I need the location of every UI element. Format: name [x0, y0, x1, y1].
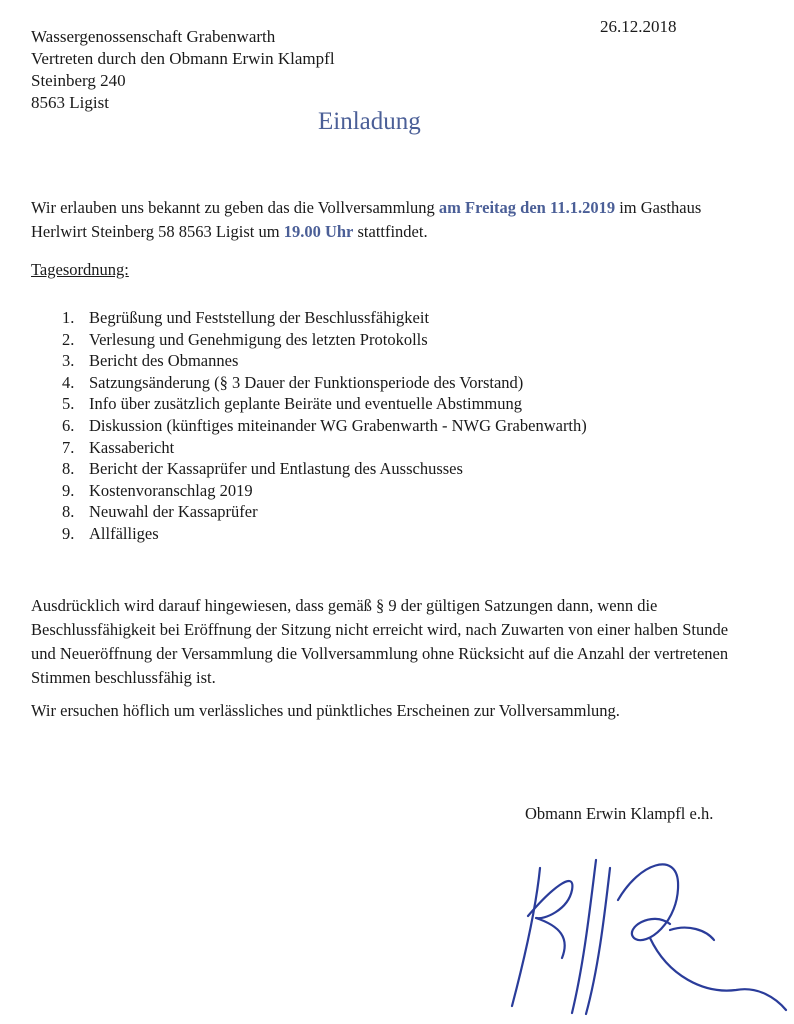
agenda-item-text: Diskussion (künftiges miteinander WG Grabenwarth - NWG Grabenwarth)	[89, 415, 587, 435]
meeting-date: am Freitag den 11.1.2019	[438, 198, 616, 217]
meeting-time: 19.00 Uhr	[283, 222, 354, 241]
agenda-item	[62, 307, 587, 329]
signature-stroke	[670, 928, 714, 940]
agenda-item-number: 9.	[62, 523, 75, 543]
agenda-item	[62, 523, 587, 545]
agenda-item-text: Begrüßung und Feststellung der Beschlussfähigkeit	[89, 308, 430, 327]
sender-city: 8563 Ligist	[31, 93, 109, 112]
intro-text-3: stattfindet.	[353, 222, 428, 241]
quorum-notice: Ausdrücklich wird darauf hingewiesen, dass gemäß § 9 der gültigen Satzungen dann, wenn die Beschlussfähigkeit bei Eröffnung der Sitzung nicht erreicht wird, nach Zuwarten von einer halben Stunde und Neueröffnung der Versammlung die Vollversammlung ohne Rücksicht auf die Anzahl der vertretenen Stimmen beschlussfähig ist.	[31, 596, 729, 687]
agenda-heading: Tagesordnung:	[31, 260, 129, 279]
agenda-item-text: Kostenvoranschlag 2019	[89, 480, 253, 500]
sender-organization: Wassergenossenschaft Grabenwarth	[31, 27, 276, 46]
agenda-item-text: Bericht der Kassaprüfer und Entlastung des Ausschusses	[89, 459, 463, 479]
agenda-item-number: 5.	[62, 394, 75, 414]
agenda-item	[62, 350, 587, 372]
intro-text-1: Wir erlauben uns bekannt zu geben das die Vollversammlung	[31, 198, 439, 217]
agenda-item-number: 4.	[62, 372, 75, 392]
agenda-item-number: 8.	[62, 502, 75, 522]
agenda-item-number: 2.	[62, 329, 75, 349]
agenda-item-number: 9.	[62, 480, 75, 500]
agenda-item	[62, 458, 587, 480]
agenda-item	[62, 329, 587, 351]
agenda-item-number: 1.	[62, 308, 75, 327]
sender-street: Steinberg 240	[31, 71, 126, 90]
agenda-item	[62, 415, 587, 437]
agenda-item	[62, 437, 587, 459]
agenda-item	[62, 372, 587, 394]
letter-date: 26.12.2018	[600, 17, 677, 36]
agenda-item-text: Verlesung und Genehmigung des letzten Protokolls	[89, 329, 428, 349]
agenda-item	[62, 393, 587, 415]
agenda-item	[62, 501, 587, 523]
signature-stroke	[512, 868, 540, 1006]
intro-text-2: im Gasthaus Herlwirt Steinberg 58 8563 Ligist um	[31, 198, 702, 241]
agenda-item-text: Allfälliges	[89, 523, 159, 543]
signature-stroke	[650, 938, 786, 1010]
agenda-item-text: Satzungsänderung (§ 3 Dauer der Funktionsperiode des Vorstand)	[89, 372, 524, 392]
agenda-item-number: 3.	[62, 351, 75, 371]
handwritten-signature	[500, 838, 790, 1018]
signature-stroke	[528, 881, 572, 958]
agenda-item-number: 6.	[62, 415, 75, 435]
agenda-item-number: 8.	[62, 459, 75, 479]
sender-representative: Vertreten durch den Obmann Erwin Klampfl	[31, 49, 335, 68]
agenda-item-number: 7.	[62, 437, 75, 457]
agenda-item	[62, 480, 587, 502]
closing-remark: Wir ersuchen höflich um verlässliches und pünktliches Erscheinen zur Vollversammlung.	[31, 701, 620, 720]
signature-name: Obmann Erwin Klampfl e.h.	[525, 804, 714, 823]
agenda-item-text: Bericht des Obmannes	[89, 351, 239, 371]
signature-stroke	[586, 868, 610, 1014]
intro-paragraph	[31, 196, 751, 244]
signature-stroke	[618, 864, 678, 940]
letter-title: Einladung	[318, 108, 421, 135]
sender-address	[31, 26, 335, 114]
agenda-item-text: Info über zusätzlich geplante Beiräte und eventuelle Abstimmung	[89, 394, 522, 414]
agenda-item-text: Kassabericht	[89, 437, 175, 457]
agenda-list	[62, 307, 587, 545]
agenda-item-text: Neuwahl der Kassaprüfer	[89, 502, 258, 522]
